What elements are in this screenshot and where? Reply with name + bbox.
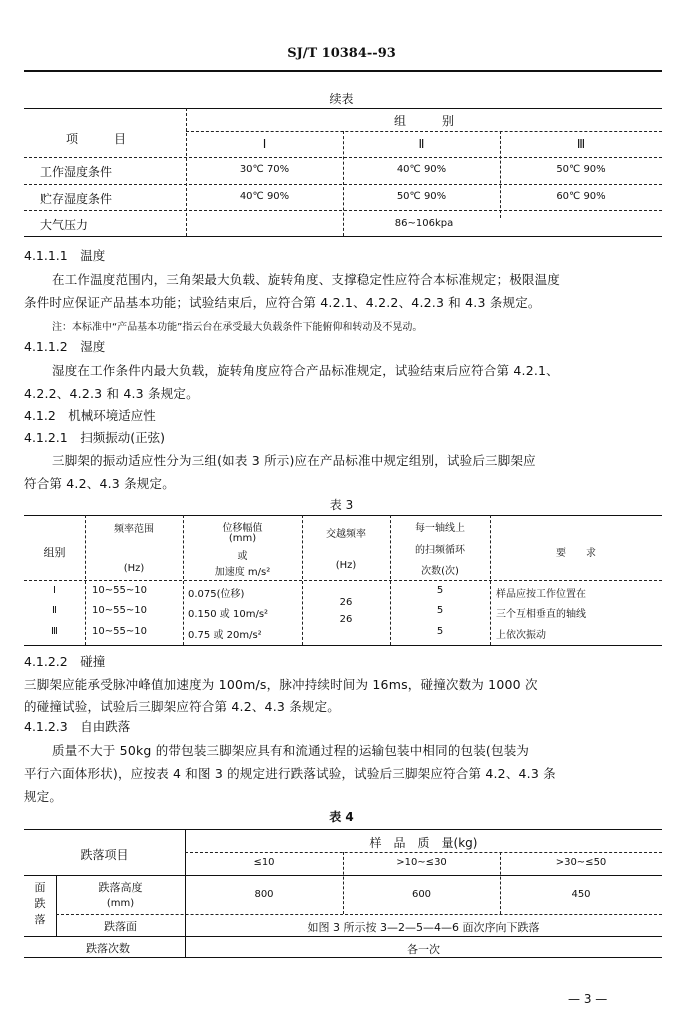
col-header: 组别	[43, 546, 66, 559]
paragraph-line: 4.2.2、4.2.3 和 4.3 条规定。	[24, 386, 199, 401]
col-header: 要 求	[556, 548, 596, 559]
table4-row-label: 跌落次数	[86, 942, 130, 955]
paragraph-line: 在工作温度范围内，三角架最大负载、旋转角度、支撑稳定性应符合本标准规定；极限温度	[52, 272, 561, 287]
table3-group: Ⅱ	[52, 605, 57, 616]
section-heading: 4.1.2 机械环境适应性	[24, 408, 156, 423]
table3-freq: 10~55~10	[92, 585, 147, 596]
table-cont-caption: 续表	[329, 92, 354, 106]
paragraph-line: 符合第 4.2、4.3 条规定。	[24, 476, 175, 491]
table3-freq: 10~55~10	[92, 626, 147, 637]
col-header-unit: (mm)	[228, 533, 257, 544]
table3-disp: 0.075(位移)	[188, 589, 245, 600]
table4-height: 600	[411, 889, 432, 900]
table4-times-value: 各一次	[407, 943, 440, 956]
table4-row-unit: (mm)	[106, 898, 135, 909]
col-header-unit: (Hz)	[335, 560, 357, 571]
table4-height: 800	[254, 889, 274, 900]
col-header-unit: (Hz)	[123, 563, 145, 574]
section-heading: 4.1.1.1 温度	[24, 248, 106, 263]
table3-cycles: 5	[436, 626, 444, 637]
table3-group: Ⅰ	[53, 585, 56, 596]
group-col: I	[262, 137, 267, 151]
table4-row-label: 跌落面	[104, 920, 137, 933]
cell-value: 40℃ 90%	[239, 191, 290, 202]
table3-req: 样品应按工作位置在	[496, 589, 586, 600]
page-header-code: SJ/T 10384--93	[287, 46, 396, 61]
table3-req: 上依次振动	[496, 630, 546, 641]
cell-value: 50℃ 90%	[556, 164, 606, 175]
table4-caption: 表 4	[329, 810, 354, 824]
col-header: 或	[237, 551, 248, 562]
table3-caption: 表 3	[329, 498, 354, 512]
note: 注：本标准中“产品基本功能”指云台在承受最大负载条件下能俯仰和转动及不晃动。	[52, 322, 423, 333]
cell-value: 50℃ 90%	[396, 191, 447, 202]
table4-side-label: 落	[34, 913, 46, 926]
col-header: 的扫频循环	[415, 545, 465, 556]
header-rule	[24, 70, 662, 72]
paragraph-line: 的碰撞试验，试验后三脚架应符合第 4.2、4.3 条规定。	[24, 699, 341, 714]
table4-col-mass: 样 品 质 量(kg)	[369, 836, 478, 850]
col-header: 交越频率	[326, 529, 366, 540]
table3-cycles: 5	[436, 605, 444, 616]
table4-mass-group: ≤10	[253, 857, 275, 868]
section-heading: 4.1.1.2 湿度	[24, 339, 106, 354]
cell-value: 30℃ 70%	[239, 164, 290, 175]
paragraph-line: 三脚架应能承受脉冲峰值加速度为 100m/s，脉冲持续时间为 16ms，碰撞次数为 1000 次	[24, 677, 538, 692]
table4-height: 450	[571, 889, 591, 900]
table3-cross: 26	[339, 614, 353, 625]
cell-value: 40℃ 90%	[396, 164, 447, 175]
group-col: Ⅲ	[576, 137, 586, 151]
table3-disp: 0.150 或 10m/s²	[188, 609, 269, 620]
table4-mass-group: >10~≤30	[396, 857, 447, 868]
col-header: 每一轴线上	[415, 523, 465, 534]
group-col: Ⅱ	[418, 137, 425, 151]
table4-col-item: 跌落项目	[80, 848, 129, 862]
table3-cycles: 5	[436, 585, 444, 596]
row-label: 工作湿度条件	[40, 165, 113, 179]
paragraph-line: 条件时应保证产品基本功能；试验结束后，应符合第 4.2.1、4.2.2、4.2.3 和 4.3 条规定。	[24, 295, 541, 310]
paragraph-line: 平行六面体形状)，应按表 4 和图 3 的规定进行跌落试验，试验后三脚架应符合第 4.2、4.3 条	[24, 766, 556, 781]
paragraph-line: 三脚架的振动适应性分为三组(如表 3 所示)应在产品标准中规定组别，试验后三脚架应	[52, 453, 536, 468]
table3-disp: 0.75 或 20m/s²	[188, 630, 262, 641]
paragraph-line: 规定。	[24, 789, 63, 804]
col-header: 频率范围	[114, 524, 154, 535]
col-header: 加速度 m/s²	[214, 567, 271, 578]
cell-value-merged: 86~106kpa	[394, 218, 454, 229]
table-cont-col-group: 组 别	[393, 114, 454, 128]
table3-group: Ⅲ	[51, 626, 58, 637]
table4-mass-group: >30~≤50	[555, 857, 607, 868]
row-label: 大气压力	[40, 218, 89, 232]
table4-side-label: 面	[34, 881, 46, 894]
paragraph-line: 质量不大于 50kg 的带包装三脚架应具有和流通过程的运输包装中相同的包装(包装为	[52, 743, 530, 758]
page-number: — 3 —	[568, 992, 608, 1006]
table3-req: 三个互相垂直的轴线	[496, 609, 586, 620]
col-header: 次数(次)	[421, 566, 459, 577]
paragraph-line: 湿度在工作条件内最大负载，旋转角度应符合产品标准规定，试验结束后应符合第 4.2.1、	[52, 363, 559, 378]
table3-cross: 26	[339, 597, 353, 608]
col-header: 位移幅值	[222, 523, 263, 534]
table4-side-label: 跌	[34, 897, 46, 910]
row-label: 贮存湿度条件	[40, 192, 113, 206]
table-cont-col-item: 项 目	[66, 132, 127, 146]
table3-freq: 10~55~10	[92, 605, 147, 616]
cell-value: 60℃ 90%	[556, 191, 606, 202]
section-heading: 4.1.2.1 扫频振动(正弦)	[24, 430, 165, 445]
table4-row-label: 跌落高度	[98, 881, 143, 894]
table4-face-value: 如图 3 所示按 3—2—5—4—6 面次序向下跌落	[307, 921, 540, 934]
section-heading: 4.1.2.3 自由跌落	[24, 719, 131, 734]
section-heading: 4.1.2.2 碰撞	[24, 654, 106, 669]
